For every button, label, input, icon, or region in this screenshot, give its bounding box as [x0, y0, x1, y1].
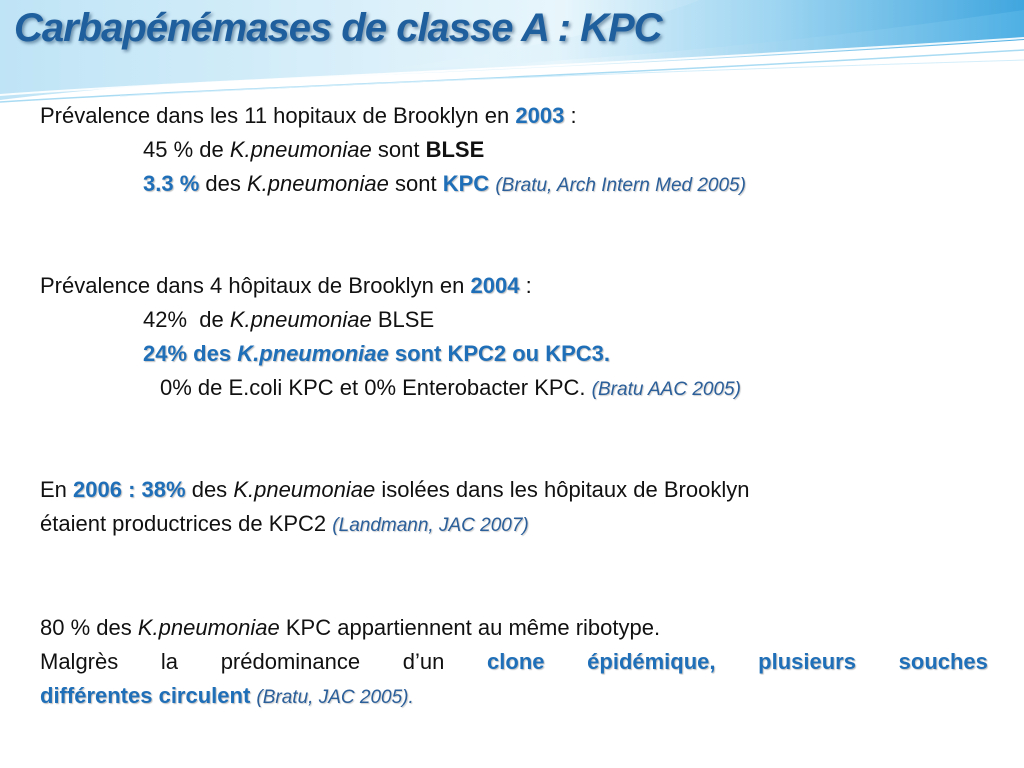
word: d’un — [402, 649, 445, 674]
word: la — [160, 649, 179, 674]
block2-line2 — [143, 304, 434, 336]
clone-highlight-word: clone — [487, 649, 545, 674]
clone-highlight: différentes circulent — [40, 683, 251, 708]
word: Malgrès — [40, 649, 119, 674]
block4-line2 — [40, 646, 988, 678]
year-highlight: 2003 — [515, 103, 565, 128]
text: Prévalence dans 4 hôpitaux de Brooklyn en — [40, 273, 465, 298]
reference: (Bratu, JAC 2005) — [256, 687, 409, 708]
clone-highlight-word: souches — [898, 649, 988, 674]
text: 0% de E.coli KPC et 0% Enterobacter KPC. — [160, 375, 586, 400]
reference: (Landmann, JAC 2007) — [332, 515, 529, 536]
year-highlight: 2004 — [470, 273, 520, 298]
text: des — [191, 477, 228, 502]
text: étaient productrices de KPC2 — [40, 511, 327, 536]
percent-highlight: 3.3 % — [143, 171, 200, 196]
text: : — [570, 103, 577, 128]
text: : — [525, 273, 532, 298]
kpc-highlight: KPC — [442, 171, 490, 196]
species-name: K.pneumoniae — [237, 341, 389, 366]
kpc-stat-highlight: sont KPC2 ou KPC3. — [394, 341, 611, 366]
species-name: K.pneumoniae — [137, 615, 280, 640]
block1-line3 — [143, 168, 746, 200]
blse-label: BLSE — [425, 137, 485, 162]
reference: (Bratu AAC 2005) — [591, 379, 741, 400]
reference: (Bratu, Arch Intern Med 2005) — [495, 175, 746, 196]
year-percent-highlight: 2006 : 38% — [73, 477, 186, 502]
slide-title: Carbapénémases de classe A : KPC — [14, 6, 662, 50]
text: sont — [377, 137, 420, 162]
species-name: K.pneumoniae — [247, 171, 389, 196]
text: isolées dans les hôpitaux de Brooklyn — [381, 477, 750, 502]
text: KPC appartiennent au même ribotype. — [285, 615, 661, 640]
text: sont — [395, 171, 437, 196]
block4-line3 — [40, 680, 414, 712]
species-name: K.pneumoniae — [229, 137, 372, 162]
block3-line1 — [40, 474, 749, 506]
text: 42% de — [143, 307, 224, 332]
block4-line1 — [40, 612, 660, 644]
text: BLSE — [377, 307, 435, 332]
kpc-stat-highlight: 24% des — [143, 341, 232, 366]
block3-line2 — [40, 508, 529, 540]
text: 80 % des — [40, 615, 132, 640]
block2-line4 — [160, 372, 741, 404]
block1-line2 — [143, 134, 484, 166]
text: 45 % de — [143, 137, 224, 162]
word: prédominance — [220, 649, 361, 674]
text: des — [205, 171, 241, 196]
clone-highlight-word: épidémique, — [587, 649, 716, 674]
block1-line1 — [40, 100, 577, 132]
clone-highlight-word: plusieurs — [758, 649, 856, 674]
species-name: K.pneumoniae — [229, 307, 372, 332]
block2-line3 — [143, 338, 610, 370]
text: Prévalence dans les 11 hopitaux de Brooklyn en — [40, 103, 510, 128]
species-name: K.pneumoniae — [233, 477, 376, 502]
period: . — [408, 687, 414, 708]
text: En — [40, 477, 67, 502]
block2-line1 — [40, 270, 532, 302]
